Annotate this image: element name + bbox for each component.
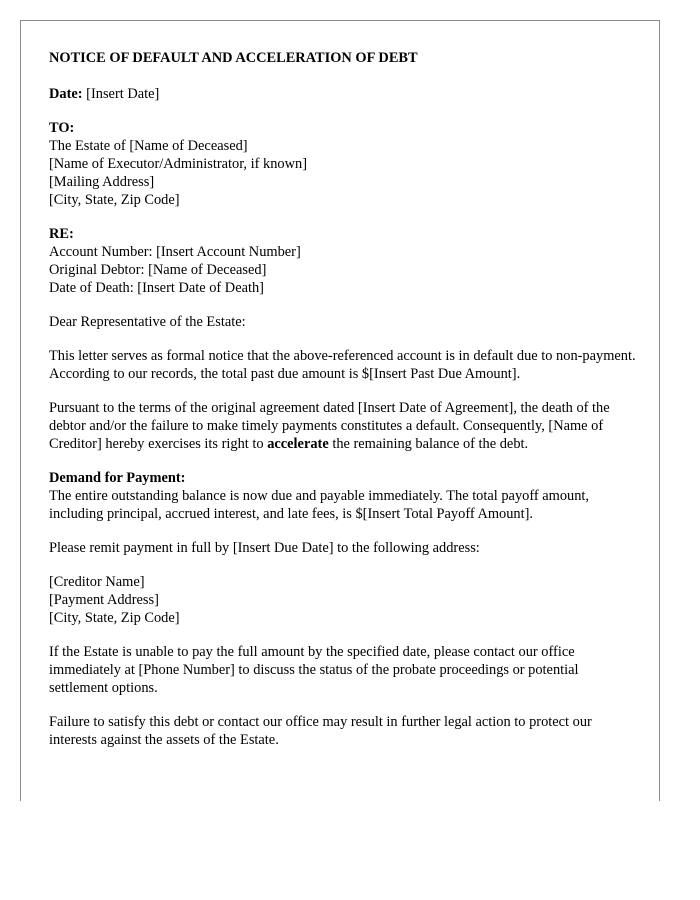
document-page: [20, 20, 660, 801]
paragraph-acceleration: [49, 399, 639, 453]
recipient-line: [City, State, Zip Code]: [49, 192, 180, 208]
reference-line: Account Number: [Insert Account Number]: [49, 244, 301, 260]
reference-line: Date of Death: [Insert Date of Death]: [49, 280, 264, 296]
document-title: NOTICE OF DEFAULT AND ACCELERATION OF DEBT: [49, 50, 418, 66]
remit-instruction: Please remit payment in full by [Insert Due Date] to the following address:: [49, 540, 480, 556]
re-label: RE:: [49, 226, 74, 242]
accelerate-emphasis: accelerate: [267, 436, 329, 452]
salutation: Dear Representative of the Estate:: [49, 314, 246, 330]
date-label: Date:: [49, 86, 83, 102]
paragraph-legal-action: Failure to satisfy this debt or contact our office may result in further legal action to protect our interests against the assets of the Estate.: [49, 714, 592, 748]
demand-section: [49, 469, 639, 523]
reference-line: Original Debtor: [Name of Deceased]: [49, 262, 267, 278]
paragraph-default-notice: This letter serves as formal notice that the above-referenced account is in default due to non-payment. According to our records, the total past due amount is $[Insert Past Due Amount].: [49, 348, 636, 382]
reference-block: [49, 225, 639, 297]
demand-heading: Demand for Payment:: [49, 470, 186, 486]
recipient-line: [Mailing Address]: [49, 174, 155, 190]
recipient-line: The Estate of [Name of Deceased]: [49, 138, 248, 154]
acceleration-text-start: Pursuant to the terms of the original agreement dated [Insert Date of Agreement], the death of the debtor and/or the failure to make timely payments constitutes a default. Consequently, [Name of Creditor] hereby exercises its right to: [49, 400, 610, 452]
recipient-line: [Name of Executor/Administrator, if known]: [49, 156, 307, 172]
acceleration-text-end: the remaining balance of the debt.: [328, 436, 529, 452]
date-line: [49, 85, 639, 103]
payment-address-line: [Payment Address]: [49, 592, 159, 608]
demand-text: The entire outstanding balance is now due and payable immediately. The total payoff amount, including principal, accrued interest, and late fees, is $[Insert Total Payoff Amount].: [49, 488, 590, 522]
payment-address-block: [49, 573, 639, 627]
document-content: [49, 49, 639, 765]
paragraph-contact-office: If the Estate is unable to pay the full amount by the specified date, please contact our office immediately at [Phone Number] to discuss the status of the probate proceedings or potential settlement options.: [49, 644, 579, 696]
payment-address-line: [City, State, Zip Code]: [49, 610, 180, 626]
payment-address-line: [Creditor Name]: [49, 574, 145, 590]
to-label: TO:: [49, 120, 75, 136]
recipient-block: [49, 119, 639, 209]
date-value: [Insert Date]: [86, 86, 160, 102]
